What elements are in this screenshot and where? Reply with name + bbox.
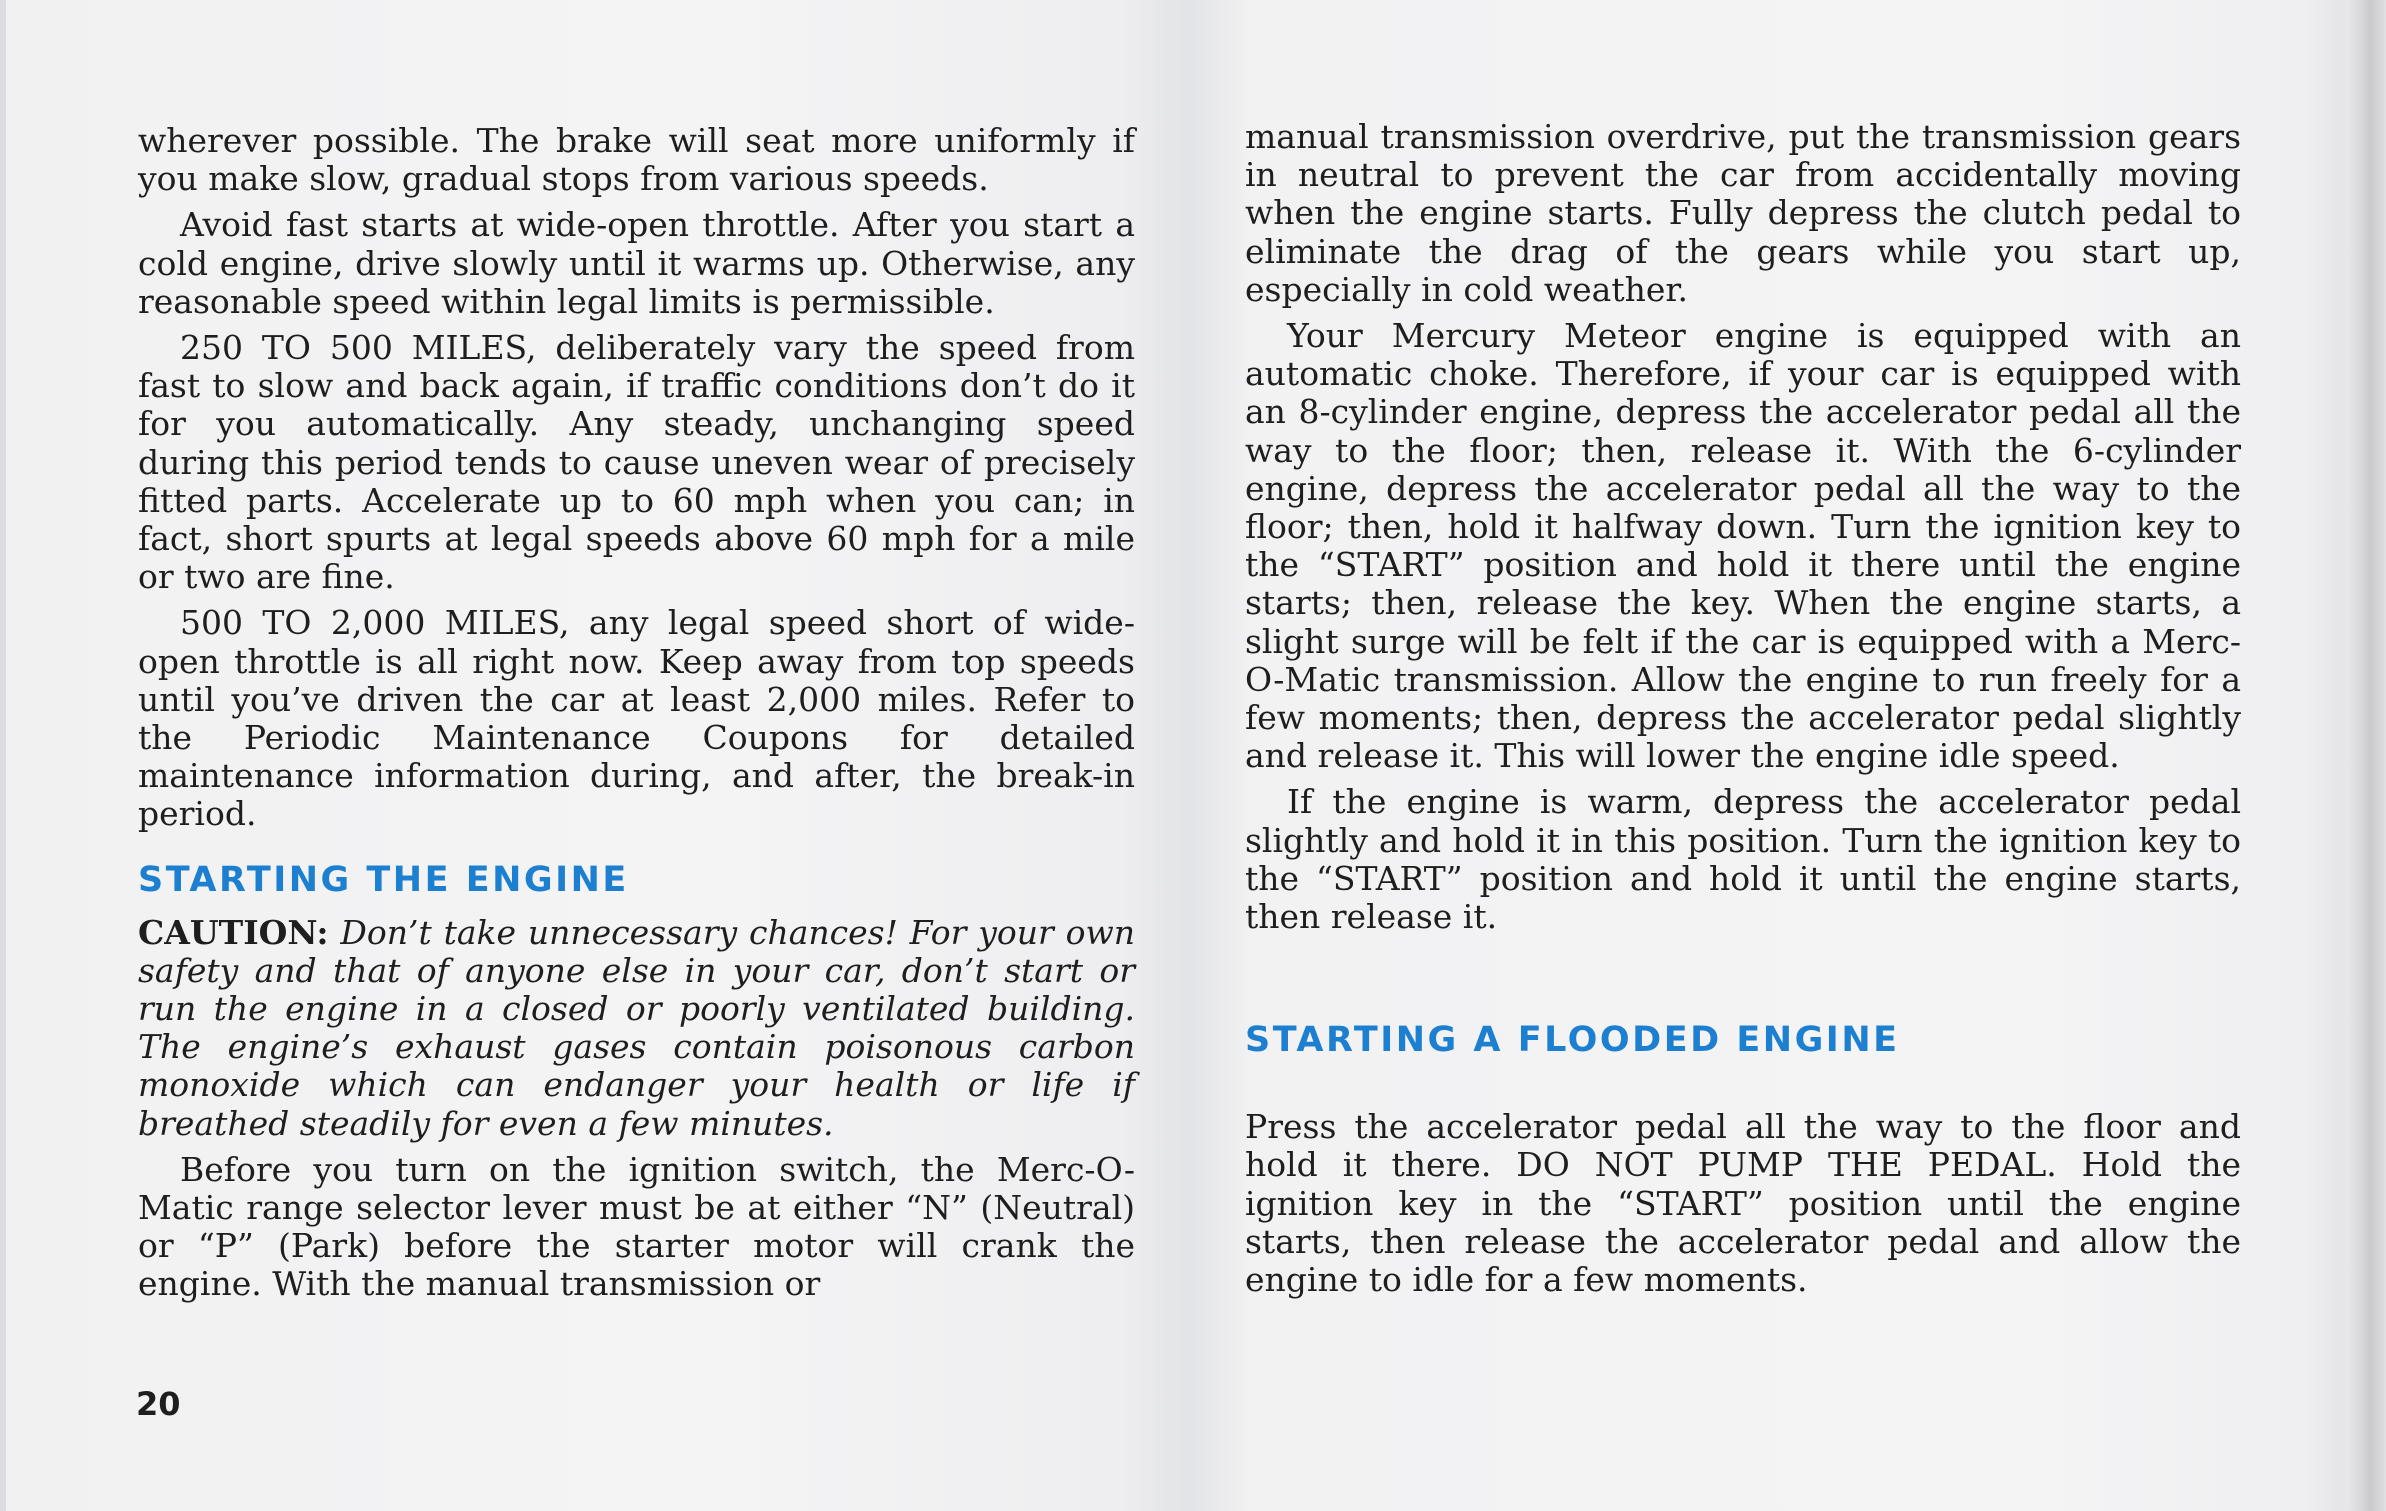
left-paragraph-3: 250 TO 500 MILES, deliberately vary the speed from fast to slow and back again, if traffic conditions don’t do it for you automatically. Any steady, unchanging speed during this period tends to cause uneven wear of precisely fitted parts. Accelerate up to 60 mph when you can; in fact, short spurts at legal speeds above 60 mph for a mile or two are fine. xyxy=(138,328,1135,597)
section-heading-starting-engine: STARTING THE ENGINE xyxy=(138,859,629,900)
left-paragraph-4: 500 TO 2,000 MILES, any legal speed short of wide-open throttle is all right now. Keep away from top speeds until you’ve driven the car at least 2,000 miles. Refer to the Periodic Maintenance Coupons for detailed maintenance information during, and after, the break-in period. xyxy=(138,603,1135,834)
caution-paragraph xyxy=(138,914,1135,1143)
left-page-text-column xyxy=(138,122,1135,1312)
caution-label: CAUTION: xyxy=(138,912,329,952)
right-paragraph-3: If the engine is warm, depress the accelerator pedal slightly and hold it in this position. Turn the ignition key to the “START” position and hold it until the engine starts, then release it. xyxy=(1245,782,2241,937)
left-page xyxy=(0,0,1192,1511)
right-page-text-column xyxy=(1245,118,2241,1307)
page-number: 20 xyxy=(136,1385,181,1423)
left-paragraph-ignition: Before you turn on the ignition switch, the Merc-O-Matic range selector lever must be at either “N” (Neutral) or “P” (Park) before the starter motor will crank the engine. With the manual transmission or xyxy=(138,1149,1135,1304)
caution-text: Don’t take unnecessary chances! For your own safety and that of anyone else in your car, don’t start or run the engine in a closed or poorly ventilated building. The engine’s exhaust gases contain poisonous carbon monoxide which can endanger your health or life if breathed steadily for even a few minutes. xyxy=(138,912,1135,1143)
left-paragraph-2: Avoid fast starts at wide-open throttle. After you start a cold engine, drive slowly until it warms up. Otherwise, any reasonable speed within legal limits is permissible. xyxy=(138,205,1135,321)
left-page-edge xyxy=(0,0,6,1511)
section-heading-flooded-engine: STARTING A FLOODED ENGINE xyxy=(1245,1020,1900,1061)
right-paragraph-2: Your Mercury Meteor engine is equipped with an automatic choke. Therefore, if your car is equipped with an 8-cylinder engine, depress the accelerator pedal all the way to the floor; then, release it. With the 6-cylinder engine, depress the accelerator pedal all the way to the floor; then, hold it halfway down. Turn the ignition key to the “START” position and hold it there until the engine starts; then, release the key. When the engine starts, a slight surge will be felt if the car is equipped with a Merc-O-Matic transmission. Allow the engine to run freely for a few moments; then, depress the accelerator pedal slightly and release it. This will lower the engine idle speed. xyxy=(1245,316,2241,776)
right-paragraph-1: manual transmission overdrive, put the transmission gears in neutral to prevent the car from accidentally moving when the engine starts. Fully depress the clutch pedal to eliminate the drag of the gears while you start up, especially in cold weather. xyxy=(1245,117,2241,309)
right-page-edge xyxy=(2346,0,2386,1511)
right-paragraph-flooded: Press the accelerator pedal all the way to the floor and hold it there. DO NOT PUMP THE PEDAL. Hold the ignition key in the “START” position until the engine starts, then release the accelerator pedal and allow the engine to idle for a few moments. xyxy=(1245,1107,2241,1300)
left-paragraph-1: wherever possible. The brake will seat more uniformly if you make slow, gradual stops from various speeds. xyxy=(138,121,1135,199)
